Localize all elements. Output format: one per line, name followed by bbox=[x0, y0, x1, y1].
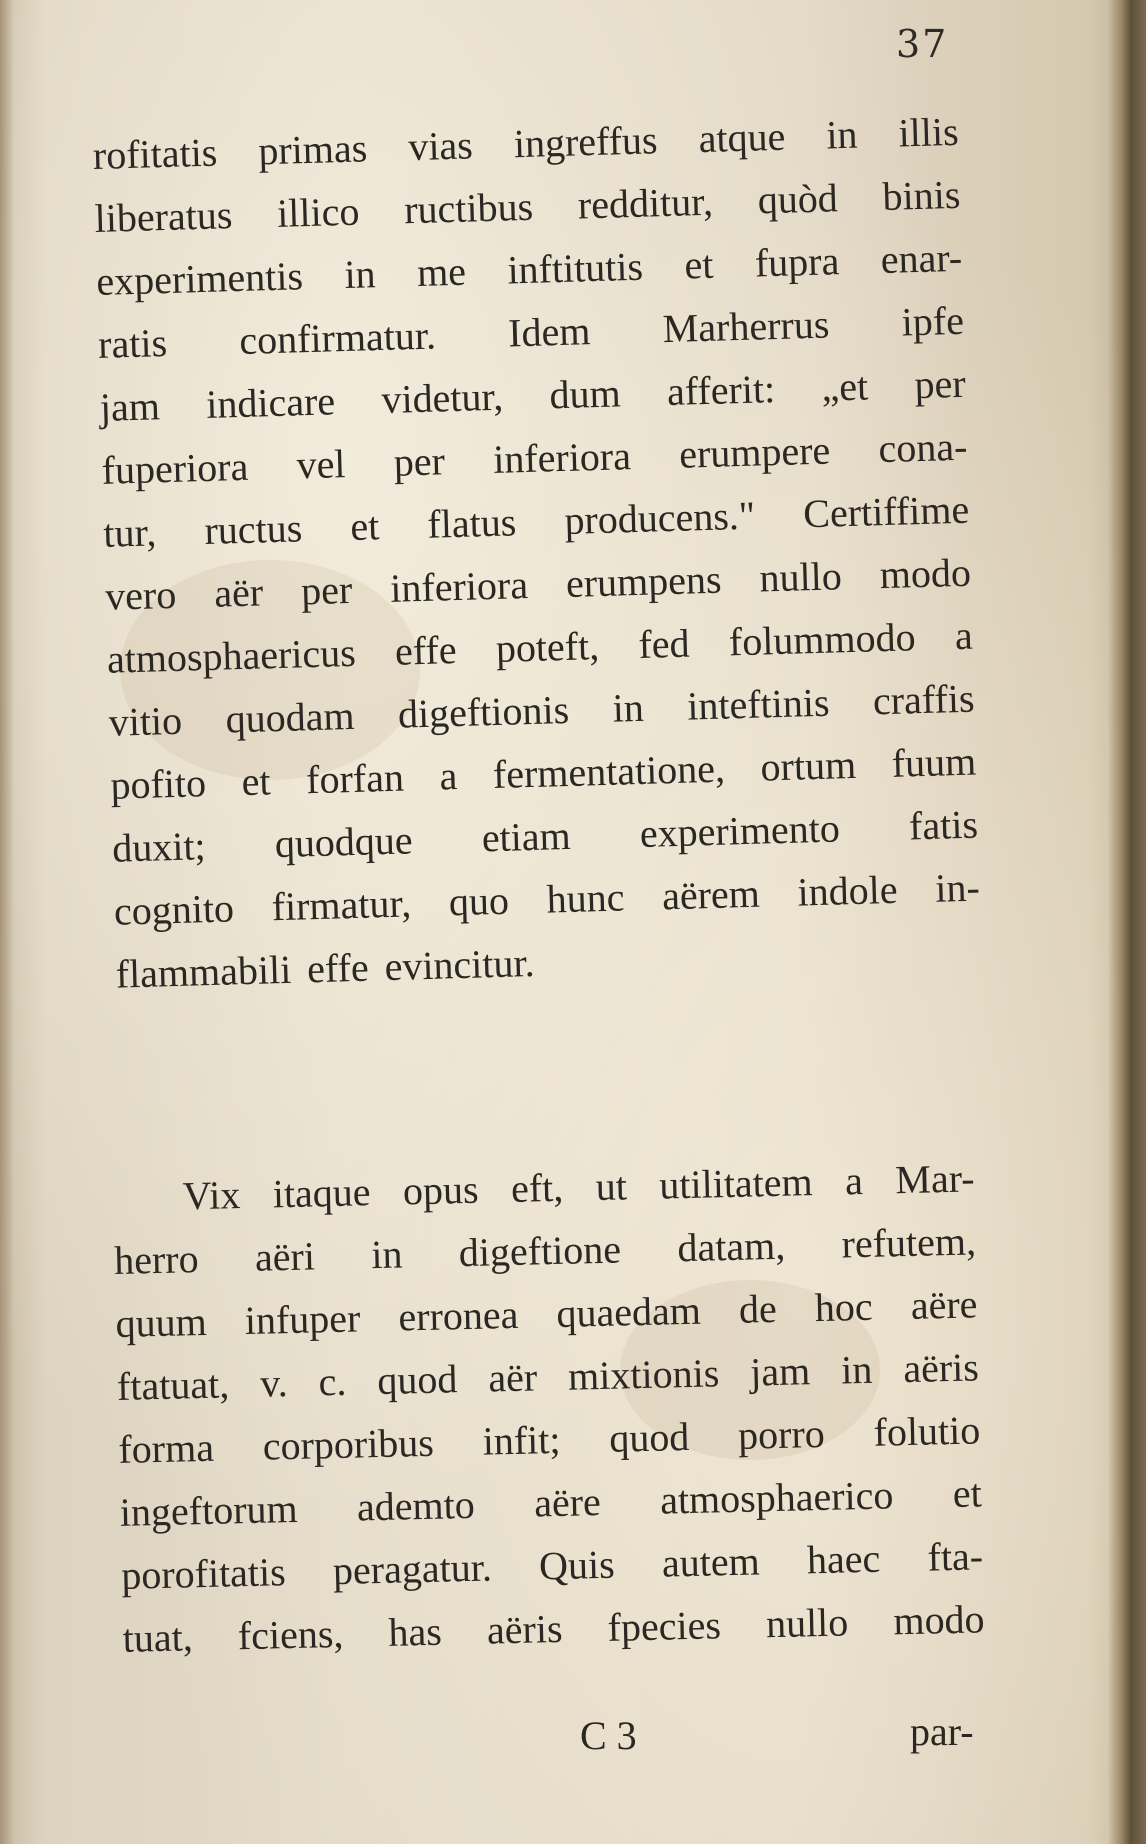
text-line: experimentis in me inftitutis et fupra enar- bbox=[95, 234, 963, 304]
text-line: cognito firmatur, quo hunc aërem indole in- bbox=[113, 864, 981, 934]
catchword: par- bbox=[910, 1709, 974, 1754]
signature-mark: C 3 bbox=[580, 1713, 637, 1758]
page-right-edge bbox=[1108, 0, 1146, 1844]
paragraph-1 bbox=[92, 100, 982, 1006]
text-line: tuat, fciens, has aëris fpecies nullo modo bbox=[122, 1596, 986, 1661]
text-line: herro aëri in digeftione datam, refutem, bbox=[113, 1218, 977, 1283]
page-number: 37 bbox=[896, 22, 949, 66]
text-line: vitio quodam digeftionis in inteftinis craffis bbox=[108, 675, 976, 745]
text-line: forma corporibus infit; quod porro folutio bbox=[117, 1407, 981, 1472]
text-line: liberatus illico ructibus redditur, quòd binis bbox=[94, 171, 961, 241]
text-line: flammabili effe evincitur. bbox=[115, 939, 536, 997]
text-line: ftatuat, v. c. quod aër mixtionis jam in aëris bbox=[116, 1344, 980, 1409]
page-footer bbox=[0, 1709, 1146, 1772]
text-line: pofito et forfan a fermentatione, ortum fuum bbox=[109, 738, 977, 808]
text-line: vero aër per inferiora erumpens nullo modo bbox=[104, 549, 972, 619]
text-line: ratis confirmatur. Idem Marherrus ipfe bbox=[97, 297, 965, 367]
text-line: duxit; quodque etiam experimento fatis bbox=[111, 801, 979, 871]
text-line: tur, ructus et flatus producens." Certiffime bbox=[102, 486, 970, 556]
page-left-edge bbox=[0, 0, 14, 1844]
text-line: jam indicare videtur, dum afferit: „et per bbox=[99, 360, 967, 430]
paragraph-2 bbox=[112, 1146, 985, 1669]
text-line: porofitatis peragatur. Quis autem haec fta- bbox=[120, 1533, 984, 1598]
text-line: rofitatis primas vias ingreffus atque in illis bbox=[92, 108, 960, 178]
text-line: Vix itaque opus eft, ut utilitatem a Mar- bbox=[182, 1155, 976, 1219]
text-line: atmosphaericus effe poteft, fed folummodo a bbox=[106, 612, 974, 682]
text-line: fuperiora vel per inferiora erumpere cona- bbox=[101, 423, 968, 493]
text-line: ingeftorum ademto aëre atmosphaerico et bbox=[119, 1470, 983, 1535]
text-line: quum infuper erronea quaedam de hoc aëre bbox=[115, 1281, 978, 1346]
